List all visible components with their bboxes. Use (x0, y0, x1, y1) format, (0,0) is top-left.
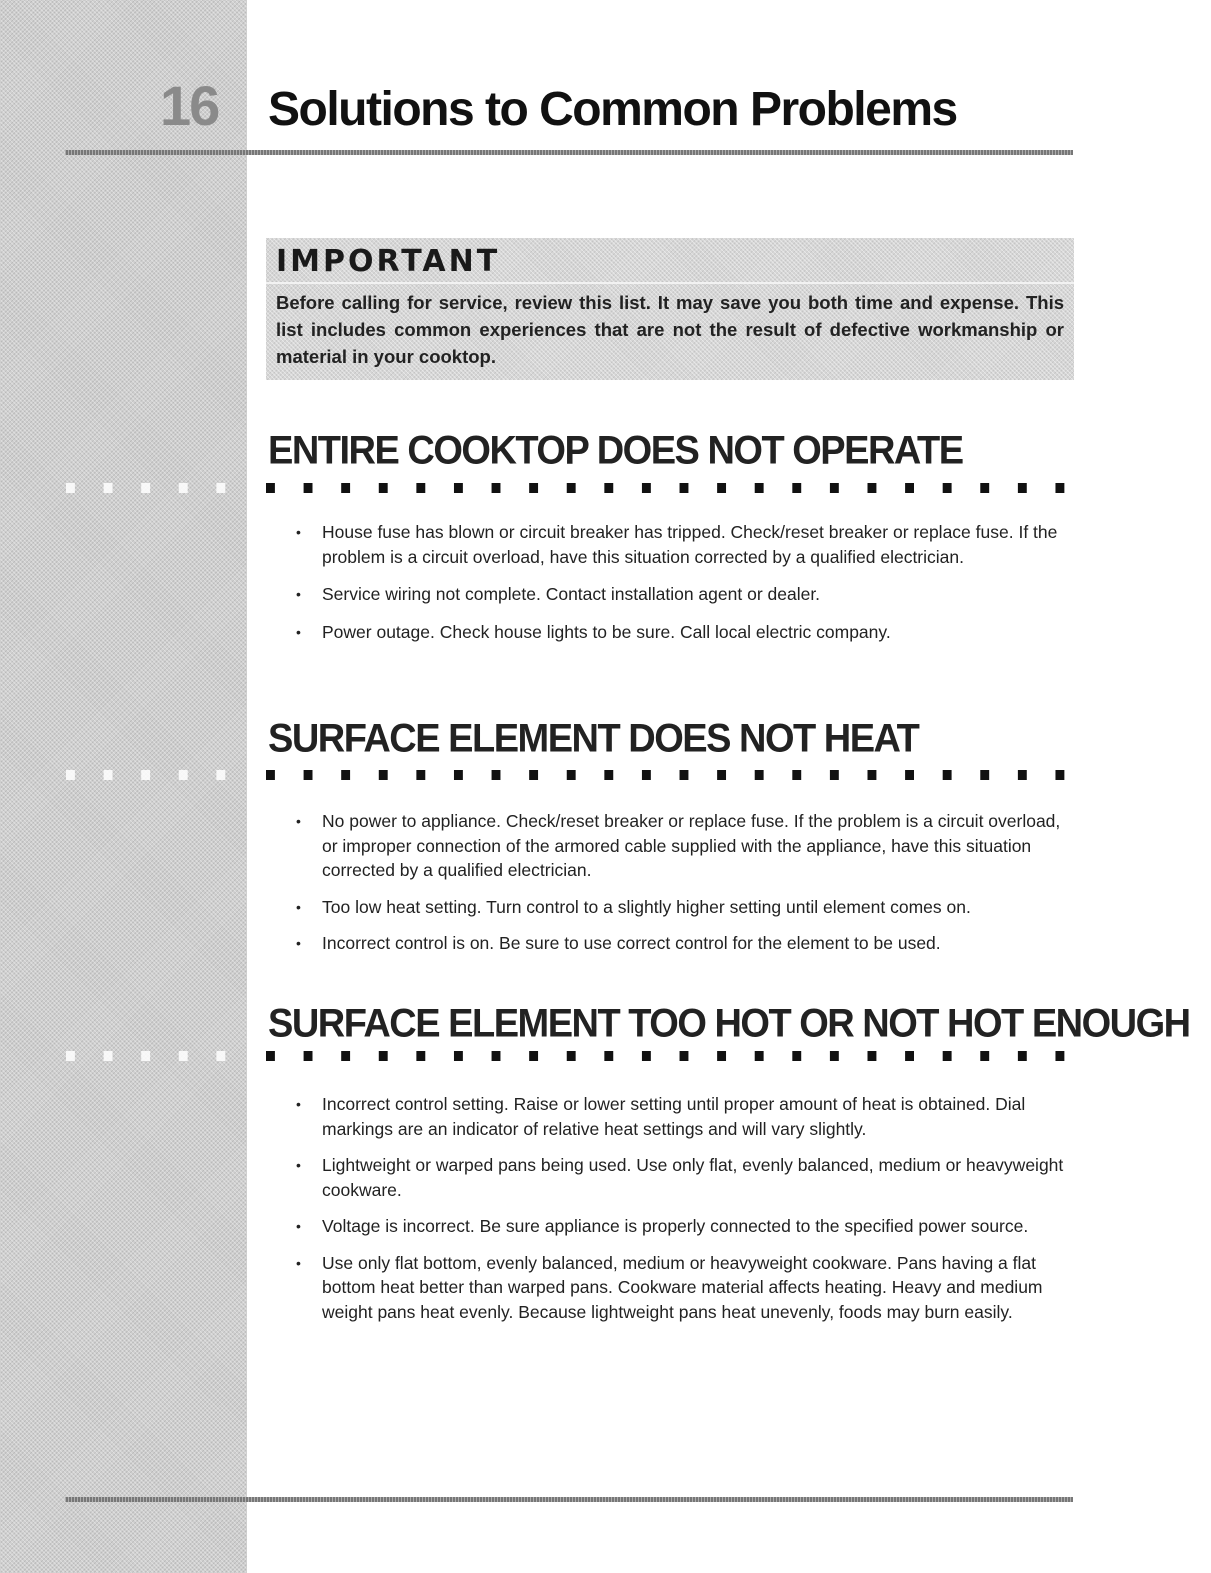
list-item: • Voltage is incorrect. Be sure appliance is properly connected to the specified power source. (296, 1214, 1076, 1239)
section-list-element-not-heat (296, 809, 1076, 956)
list-item: • House fuse has blown or circuit breaker has tripped. Check/reset breaker or replace fuse. If the problem is a circuit overload, have this situation corrected by a qualified electrician. (296, 520, 1076, 569)
list-item: • No power to appliance. Check/reset breaker or replace fuse. If the problem is a circuit overload, or improper connection of the armored cable supplied with the appliance, have this situation corrected by a qualified electrician. (296, 809, 1076, 883)
list-item: • Lightweight or warped pans being used. Use only flat, evenly balanced, medium or heavyweight cookware. (296, 1153, 1076, 1202)
list-item: • Use only flat bottom, evenly balanced, medium or heavyweight cookware. Pans having a flat bottom heat better than warped pans. Cookware material affects heating. Heavy and medium weight pans heat evenly. Because lightweight pans heat unevenly, foods may burn easily. (296, 1251, 1076, 1325)
section-list-element-too-hot (296, 1092, 1076, 1324)
section-divider-dots (266, 483, 1076, 493)
important-divider (266, 282, 1074, 284)
list-item: • Incorrect control is on. Be sure to use correct control for the element to be used. (296, 931, 1076, 956)
section-divider-dots (266, 770, 1076, 780)
section-title-element-too-hot: SURFACE ELEMENT TOO HOT OR NOT HOT ENOUGH (268, 1002, 1190, 1047)
list-item: • Service wiring not complete. Contact installation agent or dealer. (296, 582, 1076, 607)
page-number: 16 (160, 74, 219, 137)
header-rule (65, 150, 1073, 155)
important-label: IMPORTANT (276, 244, 501, 279)
sidebar-dots (66, 483, 236, 493)
important-notice (266, 238, 1074, 380)
section-list-cooktop-not-operate (296, 520, 1076, 644)
sidebar-pattern (0, 0, 247, 1573)
page-title: Solutions to Common Problems (268, 83, 957, 136)
important-text: Before calling for service, review this list. It may save you both time and expense. This list includes common experiences that are not the result of defective workmanship or material in your cooktop. (276, 292, 1064, 367)
list-item: • Power outage. Check house lights to be sure. Call local electric company. (296, 620, 1076, 645)
list-item: • Incorrect control setting. Raise or lower setting until proper amount of heat is obtained. Dial markings are an indicator of relative heat settings and will vary slightly. (296, 1092, 1076, 1141)
section-title-element-not-heat: SURFACE ELEMENT DOES NOT HEAT (268, 717, 919, 762)
section-divider-dots (266, 1051, 1076, 1061)
list-item: • Too low heat setting. Turn control to a slightly higher setting until element comes on. (296, 895, 1076, 920)
sidebar-dots (66, 1051, 236, 1061)
section-title-cooktop-not-operate: ENTIRE COOKTOP DOES NOT OPERATE (268, 429, 963, 474)
sidebar-dots (66, 770, 236, 780)
footer-rule (65, 1497, 1073, 1502)
